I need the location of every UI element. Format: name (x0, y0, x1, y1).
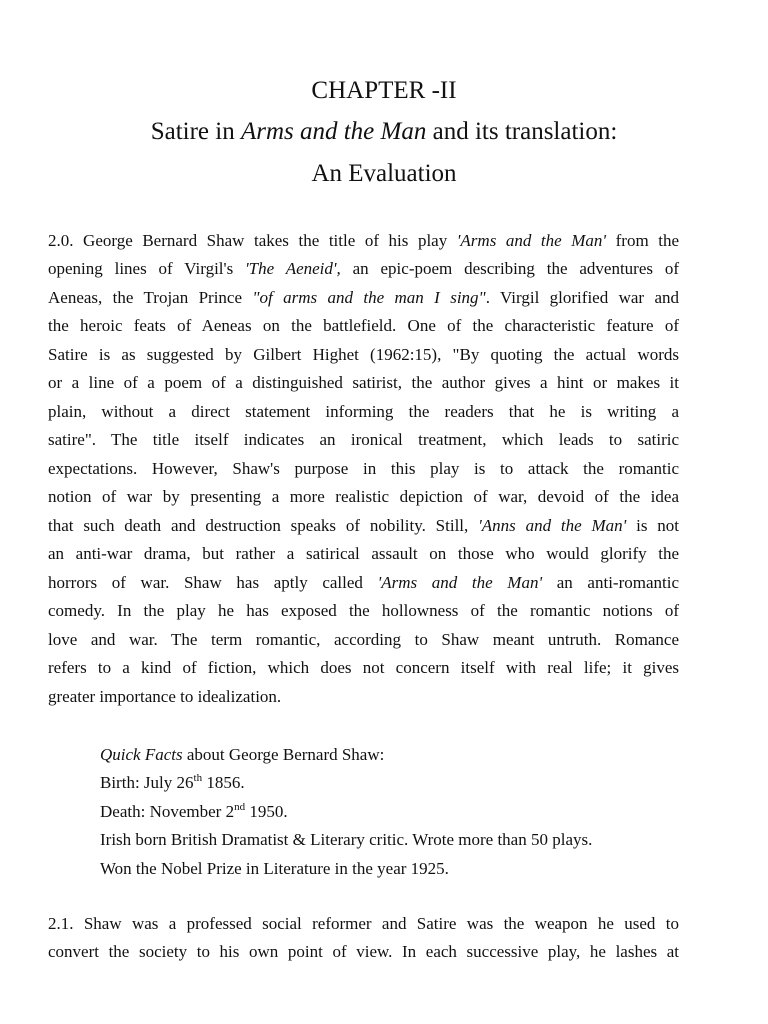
text-run: horrors of war. Shaw has aptly called (48, 573, 378, 592)
chapter-subtitle: An Evaluation (311, 160, 457, 187)
text-line: or a line of a poem of a distinguished satirist, the author gives a hint or makes it (48, 373, 679, 392)
text-run: 2.0. George Bernard Shaw takes the title of his play (48, 231, 457, 250)
text-line: comedy. In the play he has exposed the hollowness of the romantic notions of (48, 601, 679, 620)
text-run: that such death and destruction speaks of nobility. Still, (48, 516, 479, 535)
fact-birth (100, 772, 245, 794)
italic-run: 'The Aeneid', (245, 259, 341, 278)
chapter-label: CHAPTER -II (311, 77, 457, 104)
italic-run: 'Arms and the Man' (377, 573, 543, 592)
text-line: greater importance to idealization. (48, 687, 282, 706)
text-run: is not (626, 516, 680, 535)
text-line (48, 515, 679, 537)
text-line (48, 287, 679, 309)
text-run: 1856. (202, 773, 245, 792)
text-run: Aeneas, the Trojan Prince (48, 288, 253, 307)
text-line: the heroic feats of Aeneas on the battlefield. One of the characteristic feature of (48, 316, 679, 335)
text-line: Satire is as suggested by Gilbert Highet (1962:15), "By quoting the actual words (48, 345, 679, 364)
chapter-title (0, 117, 768, 147)
text-run: opening lines of Virgil's (48, 259, 246, 278)
text-line: plain, without a direct statement informing the readers that he is writing a (48, 402, 679, 421)
quick-facts-title (100, 744, 384, 766)
text-run: 1950. (245, 802, 288, 821)
superscript: th (193, 772, 203, 784)
text-run: an epic-poem describing the adventures of (340, 259, 679, 278)
text-run: an anti-romantic (542, 573, 679, 592)
text-line: refers to a kind of fiction, which does not concern itself with real life; it gives (48, 658, 679, 677)
quick-facts-title-rest: about George Bernard Shaw: (182, 745, 385, 764)
fact-nobel: Won the Nobel Prize in Literature in the year 1925. (100, 859, 449, 878)
chapter-title-italic: Arms and the Man (240, 118, 427, 145)
italic-run: 'Arms and the Man' (456, 231, 607, 250)
text-run: Birth: July 26 (100, 773, 194, 792)
text-line (48, 230, 679, 252)
chapter-title-post: and its translation: (426, 118, 618, 145)
text-line: an anti-war drama, but rather a satirical assault on those who would glorify the (48, 544, 679, 563)
text-line: 2.1. Shaw was a professed social reformer and Satire was the weapon he used to (48, 914, 679, 933)
text-run: . Virgil glorified war and (485, 288, 679, 307)
chapter-title-pre: Satire in (150, 118, 241, 145)
superscript: nd (234, 801, 246, 813)
fact-profession: Irish born British Dramatist & Literary critic. Wrote more than 50 plays. (100, 830, 593, 849)
text-run: Death: November 2 (100, 802, 235, 821)
text-line: love and war. The term romantic, according to Shaw meant untruth. Romance (48, 630, 679, 649)
text-line (48, 572, 679, 594)
text-run: from the (606, 231, 679, 250)
text-line (48, 258, 679, 280)
text-line: satire". The title itself indicates an ironical treatment, which leads to satiric (48, 430, 679, 449)
text-line: convert the society to his own point of view. In each successive play, he lashes at (48, 942, 679, 961)
italic-run: "of arms and the man I sing" (252, 288, 486, 307)
text-line: expectations. However, Shaw's purpose in this play is to attack the romantic (48, 459, 679, 478)
italic-run: 'Anns and the Man' (478, 516, 627, 535)
quick-facts-title-italic: Quick Facts (100, 745, 183, 764)
text-line: notion of war by presenting a more realistic depiction of war, devoid of the idea (48, 487, 679, 506)
fact-death (100, 801, 288, 823)
